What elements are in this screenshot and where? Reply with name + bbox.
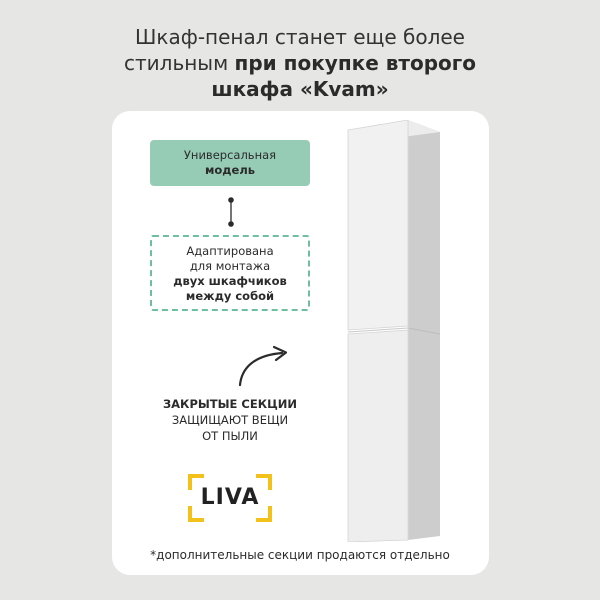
badge-universal-line-2	[150, 163, 310, 178]
closed-sections-line-2: ЗАЩИЩАЮТ ВЕЩИ	[171, 413, 289, 427]
badge-universal-line-1: Универсальная	[183, 148, 277, 162]
badge-universal-model	[150, 140, 310, 186]
closed-sections-bold: ЗАКРЫТЫЕ СЕКЦИИ	[162, 397, 298, 411]
closed-sections-line-3: ОТ ПЫЛИ	[202, 429, 258, 443]
badge-mount-line-2: для монтажа	[189, 259, 271, 273]
closed-sections-line-1	[150, 396, 310, 412]
headline-line-1: Шкаф-пенал станет еще более	[135, 25, 465, 49]
footnote: *дополнительные секции продаются отдельно	[150, 548, 450, 562]
badge-mount-line-4	[152, 289, 308, 304]
closed-sections-text	[150, 396, 310, 444]
headline-line-2-regular: стильным	[124, 51, 235, 75]
badge-mount-bold-2: между собой	[185, 289, 275, 303]
headline-line-2-bold: при покупке второго	[234, 51, 476, 75]
curved-arrow-icon	[230, 345, 294, 389]
headline-line-3	[0, 76, 600, 102]
headline-line-3-bold: шкафа «Kvam»	[211, 77, 389, 101]
logo-text: LIVA	[200, 485, 260, 510]
badge-mount-line-3	[152, 274, 308, 289]
badge-mount-adapted	[150, 235, 310, 311]
badge-mount-bold-1: двух шкафчиков	[173, 274, 287, 288]
cabinet-illustration	[340, 120, 448, 542]
badge-universal-bold: модель	[204, 163, 256, 177]
badge-mount-line-1: Адаптирована	[186, 244, 274, 258]
headline-line-2	[0, 50, 600, 76]
connector-dots-icon	[224, 196, 238, 228]
headline	[0, 24, 600, 102]
liva-logo	[188, 474, 272, 522]
